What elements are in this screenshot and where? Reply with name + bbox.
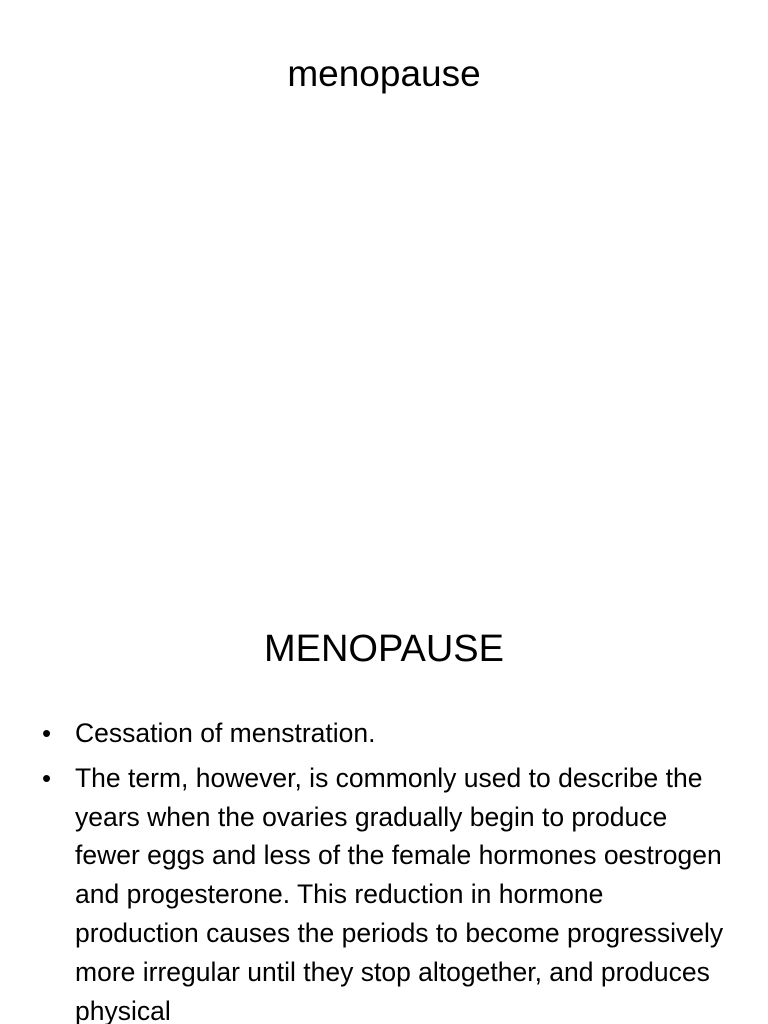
bullet-icon: • (42, 762, 52, 793)
slide-2-title: MENOPAUSE (263, 628, 504, 670)
bullet-list (42, 714, 732, 1024)
bullet-icon: • (42, 718, 52, 748)
bullet-text: Cessation of menstration. (75, 718, 376, 748)
slide-content (0, 576, 768, 1024)
bullet-item (42, 759, 732, 1024)
bullet-item (42, 714, 732, 753)
slide-1-title: menopause (287, 53, 481, 94)
bullet-text: The term, however, is commonly used to describe the years when the ovaries gradually begin to produce fewer eggs and less of the female hormones oestrogen and progesterone. This reduction in hormone production causes the periods to become progressively more irregular until they stop altogether, and produces physical (75, 762, 724, 1024)
